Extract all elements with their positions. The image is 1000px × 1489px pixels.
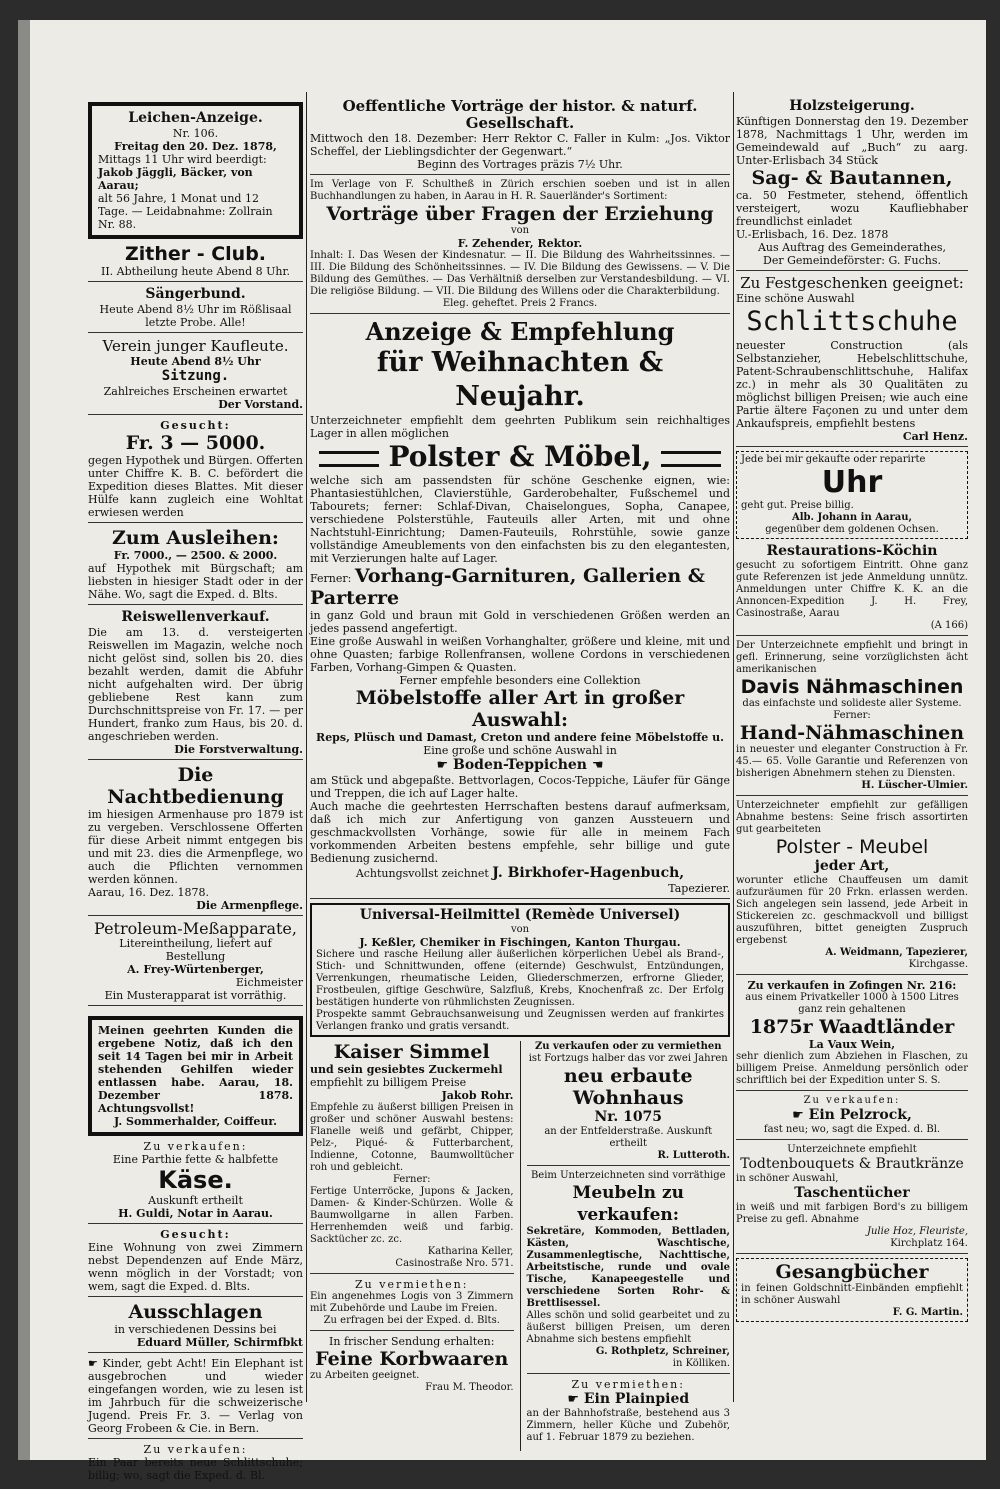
moebel-title: Polster & Möbel, — [388, 440, 652, 473]
gesang-text: in feinen Goldschnitt-Einbänden empfiehlt in schöner Auswahl — [741, 1283, 963, 1306]
moebel-text: in ganz Gold und braun mit Gold in verschiedenen Größen werden an jedes passend angefertigt. — [310, 609, 730, 635]
heilmittel-text: Prospekte sammt Gebrauchsanweisung und Zeugnissen werden auf frankirtes Verlangen franko und gratis versandt. — [316, 1009, 724, 1032]
verein-ad — [88, 337, 303, 415]
simmel-text: und sein gesiebtes Zuckermehl — [310, 1063, 503, 1076]
ausschlagen-ad — [88, 1301, 303, 1353]
wein-title: 1875r Waadtländer — [749, 1016, 955, 1038]
reiswellen-sign: Die Forstverwaltung. — [174, 743, 303, 756]
davis-title: Hand-Nähmaschinen — [739, 722, 965, 744]
gesang-title: Gesangbücher — [775, 1261, 929, 1283]
saeg-text: ca. 50 Festmeter, stehend, öffentlich versteigert, wozu Kaufliebhaber freundlichst einladet — [736, 189, 968, 228]
plainpied-title: Ein Plainpied — [583, 1391, 690, 1407]
braut-sign: Julie Hoz, Fleuriste, — [866, 1226, 968, 1237]
zither-club-title: Zither - Club. — [124, 243, 267, 265]
saengerbund-ad — [88, 286, 303, 333]
death-notice-line: Jakob Jäggli, Bäcker, von Aarau; — [98, 166, 253, 192]
gesucht-wohnung-ad — [88, 1228, 303, 1297]
death-notice-line: alt 56 Jahre, 1 Monat und 12 — [98, 192, 259, 205]
erziehung-ad — [310, 179, 730, 314]
death-notice-date: Freitag den 20. Dez. 1878, — [114, 140, 277, 153]
meubeln-ad — [527, 1170, 731, 1374]
kaese-text: Auskunft ertheilt — [148, 1194, 243, 1207]
reiswellen-title: Reiswellenverkauf. — [121, 609, 270, 625]
moebel-ad — [310, 318, 730, 899]
holz-ad — [736, 98, 968, 271]
korb-ad — [310, 1335, 514, 1397]
logis-text: Zu erfragen bei der Exped. d. Blts. — [323, 1315, 500, 1326]
plainpied-head: Zu vermiethen: — [571, 1378, 685, 1391]
ausleihen-title: Zum Ausleihen: — [112, 527, 279, 549]
plainpied-ad — [527, 1378, 731, 1447]
polster-text: worunter etliche Chauffeusen um damit aufzuräumen für 20 Frkn. erlassen werden. Sich angelegen sein lassend, jede Arbeit in Stickereien zc. geschmackvoll und billigst auszuführen, bittet geneigten Zuspruch ergebenst — [736, 875, 968, 946]
moebel-title: für Weihnachten & Neujahr. — [376, 347, 664, 412]
davis-text: in neuester und eleganter Construction à Fr. 45.— 65. Volle Garantie und Referenzen von bisherigen Abnehmern stehen zu Diensten. — [736, 744, 968, 779]
uhr-text: Jede bei mir gekaufte oder reparirte — [741, 454, 926, 465]
vortraege-title: Oeffentliche Vorträge der histor. & naturf. Gesellschaft. — [342, 97, 698, 132]
pointing-hand-icon: ☚ — [591, 758, 604, 773]
gesang-ad — [736, 1258, 968, 1322]
death-notice-title: Leichen-Anzeige. — [128, 110, 263, 126]
sommerhalder-text: Meinen geehrten Kunden die ergebene Notiz, daß ich den seit 14 Tagen bei mir in Arbeit stehenden Gehilfen wieder entlassen habe. Aarau, 18. Dezember 1878. Achtungsvollst! — [98, 1024, 293, 1115]
davis-text: das einfachste und solideste aller Systeme. — [742, 698, 962, 709]
uhr-title: Uhr — [821, 465, 883, 500]
saengerbund-title: Sängerbund. — [145, 286, 246, 302]
wohnhaus-text: ist Fortzugs halber das vor zwei Jahren — [528, 1053, 728, 1064]
simmel-text: Empfehle zu äußerst billigen Preisen in großer und schöner Auswahl bestens: Flanelle weiß und gefärbt, Chipper, Pelz-, Piqué- & Futterbarchent, Indienne, Cotonne, Baumwolltücher roh und gebleicht. — [310, 1102, 514, 1173]
moebel-text: Eine große Auswahl in weißen Vorhanghalter, größere und kleine, mit und ohne Quasten; farbige Rollenfransen, wollene Cordons in verschiedenen Farben, Vorhang-Gimpen & Quasten. — [310, 635, 730, 674]
simmel-title: Kaiser Simmel — [333, 1041, 490, 1063]
moebel-text: Eine große und schöne Auswahl in — [423, 744, 617, 757]
meubeln-sign: G. Rothpletz, Schreiner, — [595, 1346, 730, 1357]
petroleum-text: Ein Musterapparat ist vorräthig. — [104, 989, 287, 1002]
simmel-ad — [310, 1041, 514, 1274]
pointing-hand-icon: ☛ — [567, 1392, 579, 1407]
saengerbund-text: Heute Abend 8½ Uhr im Rößlisaal — [99, 303, 292, 316]
decorative-rule — [661, 451, 721, 467]
saeg-place: U.-Erlisbach, 16. Dez. 1878 — [736, 228, 889, 241]
uhr-text: gegenüber dem goldenen Ochsen. — [765, 524, 939, 535]
saeg-sign: Der Gemeindeförster: G. Fuchs. — [763, 254, 941, 267]
saeg-title: Sag- & Bautannen, — [751, 167, 953, 189]
death-notice — [88, 102, 303, 239]
braut-text: Unterzeichnete empfiehlt — [787, 1144, 917, 1155]
moebel-sign: Achtungsvollst zeichnet — [355, 867, 489, 880]
col2-lower-right — [527, 1041, 731, 1451]
kinder-text: ☛ Kinder, gebt Acht! Ein Elephant ist ausgebrochen und wieder eingefangen worden, wie zu lesen ist im Jahrbuch für die schweizerische Jugend. Preis Fr. 3. — Verlag von Georg Frobeen & Cie. in Bern. — [88, 1357, 303, 1435]
uhr-sign: Alb. Johann in Aarau, — [792, 512, 912, 523]
reiswellen-text: Die am 13. d. versteigerten Reiswellen im Magazin, welche noch nicht gelöst sind, sollen bis 20. dies bezahlt werden, damit die Abfuhr nicht aufgehalten wird. Der übrig gebliebene Rest kann zum Durchschnittspreise von Fr. 17. — per Hundert, franko zum Haus, bis 20. d. angeschrieben werden. — [88, 626, 303, 743]
schlittschuhe-ad — [736, 275, 968, 447]
moebel-text: Auch mache die geehrtesten Herrschaften bestens darauf aufmerksam, daß ich mich zur Anfertigung von ganzen Aussteuern und geschmackvollsten Vorhänge, sowie für alle in meinem Fach vorkommenden Arbeiten bestens empfehle, sehr billige und gute Bedienung zusichernd. — [310, 800, 730, 865]
page-gutter — [18, 20, 30, 1460]
petroleum-ad — [88, 920, 303, 1006]
moebel-text: Reps, Plüsch und Damast, Creton und andere feine Möbelstoffe u. — [316, 731, 724, 744]
erziehung-inhalt: Inhalt: I. Das Wesen der Kindesnatur. — II. Die Bildung des Wahrheitssinnes. — III. Die Bildung des Schönheitssinnes. — IV. Die Bildung des Gewissens. — V. Die Bildung des Gemüthes. — Das Verhältniß derselben zur Verstandesbildung. — VI. Die religiöse Bildung. — VII. Die Bildung des Willens oder die Charakterbildung. — [310, 250, 730, 297]
death-notice-line: Tage. — Leidabnahme: Zollrain — [98, 205, 273, 218]
moebel-text: welche sich am passendsten für schöne Geschenke eignen, wie: Phantasiestühlchen, Clavierstühle, Garderobehalter, Fußschemel und Tabourets; ferner: Schlaf-Divan, Chaiselongues, Sopha, Canapee, verschiedene Polsterstühle, Fauteuils aller Arten, mit und ohne Nachtstuhl-Einrichtung; Damen-Fauteuils, Rohrstühle, sowie ganze vollständige Ameublements von den einfachsten bis zu den elegantesten, mit Verzierungen halte auf Lager. — [310, 474, 730, 565]
davis-sign: H. Lüscher-Ulmier. — [861, 780, 968, 791]
nachtbedienung-title: Die Nachtbedienung — [107, 764, 284, 808]
erziehung-author: F. Zehender, Rektor. — [457, 237, 583, 250]
davis-title: Davis Nähmaschinen — [740, 676, 964, 698]
schlittschuhe-sign: Carl Henz. — [902, 430, 968, 443]
column-rule — [733, 92, 734, 1402]
moebel-title: Boden-Teppichen — [453, 757, 587, 773]
simmel-sign: Katharina Keller, — [427, 1246, 514, 1257]
holz-title: Holzsteigerung. — [789, 98, 915, 114]
moebel-text: Ferner empfehle besonders eine Collektion — [399, 674, 641, 687]
heilmittel-ad — [310, 903, 730, 1037]
erziehung-intro: Im Verlage von F. Schultheß in Zürich erschien soeben und ist in allen Buchhandlungen zu haben, in Aarau in H. R. Sauerländer's Sortiment: — [310, 179, 730, 202]
davis-ferner: Ferner: — [833, 710, 871, 721]
korb-text: In frischer Sendung erhalten: — [329, 1335, 495, 1348]
nachtbedienung-text: im hiesigen Armenhause pro 1879 ist zu vergeben. Verschlossene Offerten für diese Arbeit nimmt entgegen bis und mit 23. dies die Armenpflege, wo auch die Pflichten vernommen werden können. — [88, 808, 303, 886]
heilmittel-title: Universal-Heilmittel (Remède Universel) — [359, 907, 681, 923]
column-rule — [306, 92, 307, 1402]
ausschlagen-text: in verschiedenen Dessins bei — [114, 1323, 277, 1336]
schlittschuhe-sale-ad — [88, 1443, 303, 1485]
logis-ad — [310, 1278, 514, 1331]
korb-title: Feine Korbwaaren — [315, 1348, 509, 1370]
heilmittel-text: Sichere und rasche Heilung aller äußerlichen körperlichen Uebel als Brand-, Stich- und Schnittwunden, offene (eiternde) Geschwulst, Entzündungen, Verrenkungen, rheumatische Leiden, Gliederschmerzen, erfrorne Glieder, Frostbeulen, giftige Geschwüre, Salzfluß, Krebs, Knochenfraß zc. Der Erfolg bestätigen hunderte von rühmlichsten Zeugnissen. — [316, 949, 724, 1008]
koechin-ad — [736, 543, 968, 636]
pelz-title: Ein Pelzrock, — [808, 1107, 912, 1123]
meubeln-text: Beim Unterzeichneten sind vorräthige — [530, 1170, 726, 1181]
koechin-ref: (A 166) — [930, 620, 968, 631]
ausschlagen-sign: Eduard Müller, Schirmfbkt — [136, 1336, 303, 1349]
column-3 — [736, 98, 968, 1326]
col2-lower-left — [310, 1041, 514, 1451]
wohnhaus-text: an der Entfelderstraße. Auskunft ertheilt — [544, 1126, 713, 1149]
petroleum-text: Litereintheilung, liefert auf Bestellung — [119, 937, 272, 963]
verein-text: Zahlreiches Erscheinen erwartet — [103, 385, 288, 398]
plainpied-text: an der Bahnhofstraße, bestehend aus 3 Zimmern, heller Küche und Zubehör, auf 1. Februar 1879 zu beziehen. — [526, 1408, 730, 1443]
kaese-text: Eine Parthie fette & halbfette — [112, 1153, 279, 1166]
reiswellen-ad — [88, 609, 303, 760]
braut-text: in schöner Auswahl, — [736, 1173, 839, 1184]
koechin-title: Restaurations-Köchin — [766, 543, 938, 559]
logis-head: Zu vermiethen: — [355, 1278, 469, 1291]
kaese-ad — [88, 1140, 303, 1224]
erziehung-von: von — [510, 225, 530, 236]
erziehung-title: Vorträge über Fragen der Erziehung — [326, 203, 714, 225]
newspaper-page — [18, 20, 986, 1482]
moebel-title: Anzeige & Empfehlung — [365, 317, 675, 346]
death-notice-line: Mittags 11 Uhr wird beerdigt: — [98, 153, 267, 166]
pelz-head: Zu verkaufen: — [803, 1095, 901, 1106]
gesucht-loan-ad — [88, 419, 303, 523]
gesucht-wohnung-head: Gesucht: — [160, 1228, 231, 1241]
korb-text: zu Arbeiten geeignet. — [310, 1370, 420, 1381]
gesucht-wohnung-text: Eine Wohnung von zwei Zimmern nebst Dependenzen auf Ende März, wenn möglich in der Vorstadt; von wem, sagt die Exped. d. Blts. — [88, 1241, 303, 1293]
vortraege-beginn: Beginn des Vortrages präzis 7½ Uhr. — [417, 158, 623, 171]
korb-sign: Frau M. Theodor. — [425, 1382, 514, 1393]
nachtbedienung-sign: Die Armenpflege. — [196, 899, 303, 912]
wein-title: La Vaux Wein, — [808, 1038, 896, 1051]
simmel-text: empfiehlt zu billigem Preise — [310, 1076, 467, 1089]
meubeln-text: Alles schön und solid gearbeitet und zu äußerst billigen Preisen, um deren Abnahme sich bestens empfiehlt — [526, 1310, 730, 1345]
davis-text: Der Unterzeichnete empfiehlt und bringt in gefl. Erinnerung, seine vorzüglichsten ächt amerikanischen — [736, 640, 968, 675]
decorative-rule — [319, 451, 379, 467]
moebel-sign: Tapezierer. — [668, 882, 730, 895]
simmel-sign: Casinostraße Nro. 571. — [395, 1258, 514, 1269]
wohnhaus-sign: R. Lutteroth. — [657, 1150, 730, 1161]
braut-title: Taschentücher — [794, 1185, 910, 1201]
kaese-head: Zu verkaufen: — [143, 1140, 248, 1153]
schlittschuhe-sale-head: Zu verkaufen: — [143, 1443, 248, 1456]
schlittschuhe-text: neuester Construction (als Selbstanzieher, Hebelschlittschuhe, Patent-Schraubenschlittschuhe, Halifax zc.) in mehr als 30 Qualitäten zu möglichst billigen Preisen; wie auch eine Partie ältere Façonen zu und unter dem Ankaufspreis, empfiehlt bestens — [736, 339, 968, 430]
simmel-text: Fertige Unterröcke, Jupons & Jacken, Damen- & Kinder-Schürzen. Wolle & Baumwollgarne in allen Farben. Herrenhemden weiß und farbig. Sacktücher zc. zc. — [310, 1186, 514, 1245]
zither-club-text: II. Abtheilung heute Abend 8 Uhr. — [100, 265, 291, 278]
polster-sign: Kirchgasse. — [908, 959, 968, 970]
zither-club-ad — [88, 243, 303, 282]
pointing-hand-icon: ☛ — [436, 758, 449, 773]
pelz-text: fast neu; wo, sagt die Exped. d. Bl. — [763, 1124, 941, 1135]
moebel-sign: J. Birkhofer-Hagenbuch, — [492, 865, 685, 881]
polster-ad — [736, 800, 968, 975]
simmel-sign: Jakob Rohr. — [441, 1089, 514, 1102]
moebel-text: am Stück und abgepaßte. Bettvorlagen, Cocos-Teppiche, Läufer für Gänge und Treppen, die ich auf Lager halte. — [310, 774, 730, 800]
verein-title: Verein junger Kaufleute. — [102, 337, 289, 355]
braut-text: in weiß und mit farbigen Bord's zu billigem Preise zu gefl. Abnahme — [736, 1202, 968, 1225]
kaese-text: H. Guldi, Notar in Aarau. — [118, 1207, 273, 1220]
koechin-text: gesucht zu sofortigem Eintritt. Ohne ganz gute Referenzen ist jede Anmeldung unnütz. Anmeldungen unter Chiffre K. K. an die Annoncen-Expedition J. H. Frey, Casinostraße, Aarau — [736, 560, 968, 619]
holz-text: Künftigen Donnerstag den 19. Dezember 1878, Nachmittags 1 Uhr, werden im Gemeindewald auf „Buch“ zu aarg. Unter-Erlisbach 34 Stück — [736, 115, 968, 167]
braut-ad — [736, 1144, 968, 1254]
logis-text: Ein angenehmes Logis von 3 Zimmern mit Zubehörde und Laube im Freien. — [310, 1291, 514, 1314]
polster-sign: A. Weidmann, Tapezierer, — [825, 947, 968, 958]
verein-text: Heute Abend 8½ Uhr — [130, 355, 261, 368]
verein-sign: Der Vorstand. — [218, 398, 303, 411]
schlittschuhe-head: Zu Festgeschenken geeignet: — [740, 274, 964, 292]
ausleihen-amount: Fr. 7000., — 2500. & 2000. — [113, 549, 278, 562]
ausleihen-text: auf Hypothek mit Bürgschaft; am liebsten in hiesiger Stadt oder in der Nähe. Wo, sagt die Exped. d. Blts. — [88, 562, 303, 601]
moebel-title: Möbelstoffe aller Art in großer Auswahl: — [355, 687, 685, 731]
uhr-ad — [736, 451, 968, 539]
wohnhaus-ad — [527, 1041, 731, 1166]
schlittschuhe-title: Schlittschuhe — [746, 306, 958, 337]
gesucht-amount: Fr. 3 — 5000. — [125, 432, 266, 454]
simmel-ferner: Ferner: — [392, 1174, 431, 1185]
gesucht-text: gegen Hypothek und Bürgen. Offerten unter Chiffre K. B. C. befördert die Expedition dieses Blattes. Mit dieser Hülfe kann zugleich eine Wohltat erwiesen werden — [88, 454, 303, 519]
vortraege-text: Mittwoch den 18. Dezember: Herr Rektor C. Faller in Kulm: „Jos. Viktor Scheffel, der Lieblingsdichter der Gegenwart.“ — [310, 132, 730, 158]
meubeln-text: Sekretäre, Kommoden, Bettladen, Kästen, Waschtische, Zusammenlegtische, Nachttische, Arbeitstische, runde und ovale Tische, Kanapeegestelle und verschiedene Sorten Rohr- & Brettlisessel. — [526, 1226, 730, 1309]
heilmittel-von: von — [510, 924, 530, 935]
meubeln-title: Meubeln zu verkaufen: — [572, 1183, 684, 1225]
meubeln-sign: in Kölliken. — [672, 1358, 730, 1369]
column-1 — [88, 98, 303, 1489]
schlittschuhe-text: Eine schöne Auswahl — [736, 292, 855, 305]
gesang-sign: F. G. Martin. — [892, 1307, 963, 1318]
wohnhaus-head: Zu verkaufen oder zu vermiethen — [535, 1041, 722, 1052]
polster-title: jeder Art, — [814, 858, 890, 874]
vortraege-ad — [310, 98, 730, 175]
moebel-ferner: Ferner: — [310, 572, 352, 585]
saengerbund-text: letzte Probe. Alle! — [145, 316, 246, 329]
schlittschuhe-sale-text: Ein Paar bereits neue Schlittschuhe; billig; wo, sagt die Exped. d. Bl. — [88, 1456, 303, 1482]
sommerhalder-notice — [88, 1016, 303, 1136]
braut-title: Todtenbouquets & Brautkränze — [740, 1156, 964, 1172]
pointing-hand-icon: ☛ — [792, 1108, 804, 1123]
saeg-sign: Aus Auftrag des Gemeinderathes, — [757, 241, 947, 254]
moebel-text: Unterzeichneter empfiehlt dem geehrten Publikum sein reichhaltiges Lager in allen möglichen — [310, 414, 730, 440]
davis-ad — [736, 640, 968, 796]
kaese-title: Käse. — [158, 1166, 233, 1194]
col2-lower-split — [310, 1041, 730, 1451]
wein-ad — [736, 979, 968, 1091]
braut-sign: Kirchplatz 164. — [890, 1238, 968, 1249]
wohnhaus-title: neu erbaute Wohnhaus — [563, 1065, 693, 1109]
nachtbedienung-place: Aarau, 16. Dez. 1878. — [88, 886, 209, 899]
verein-sitzung: Sitzung. — [161, 368, 230, 384]
wein-text: sehr dienlich zum Abziehen in Flaschen, zu billigem Preise. Anmeldung persönlich oder schriftlich bei der Expedition unter S. S. — [736, 1051, 968, 1086]
wein-title: Zu verkaufen in Zofingen Nr. 216: — [747, 979, 957, 992]
wein-text: aus einem Privatkeller 1000 à 1500 Litres ganz rein gehaltenen — [745, 992, 959, 1015]
moebel-title: Vorhang-Garnituren, Gallerien & Parterre — [310, 565, 705, 609]
death-notice-number: Nr. 106. — [172, 127, 219, 140]
column-rule — [520, 1041, 521, 1451]
death-notice-line: Nr. 88. — [98, 218, 137, 231]
polster-text: Unterzeichneter empfiehlt zur gefälligen Abnahme bestens: Seine frisch assortirten gut gearbeiteten — [736, 800, 968, 835]
petroleum-text: Eichmeister — [235, 976, 303, 989]
gesucht-head: Gesucht: — [160, 419, 231, 432]
sommerhalder-sign: J. Sommerhalder, Coiffeur. — [114, 1115, 277, 1128]
pelz-ad — [736, 1095, 968, 1140]
petroleum-text: A. Frey-Würtenberger, — [127, 963, 264, 976]
ausleihen-ad — [88, 527, 303, 605]
nachtbedienung-ad — [88, 764, 303, 916]
kinder-ad — [88, 1357, 303, 1439]
heilmittel-author: J. Keßler, Chemiker in Fischingen, Kanton Thurgau. — [359, 936, 681, 949]
polster-title: Polster - Meubel — [775, 836, 929, 858]
uhr-text: geht gut. Preise billig. — [741, 500, 854, 511]
wohnhaus-number: Nr. 1075 — [594, 1109, 663, 1125]
column-2 — [310, 98, 730, 1451]
ausschlagen-title: Ausschlagen — [128, 1301, 263, 1323]
petroleum-title: Petroleum-Meßapparate, — [94, 919, 297, 938]
erziehung-price: Eleg. geheftet. Preis 2 Francs. — [442, 298, 598, 309]
